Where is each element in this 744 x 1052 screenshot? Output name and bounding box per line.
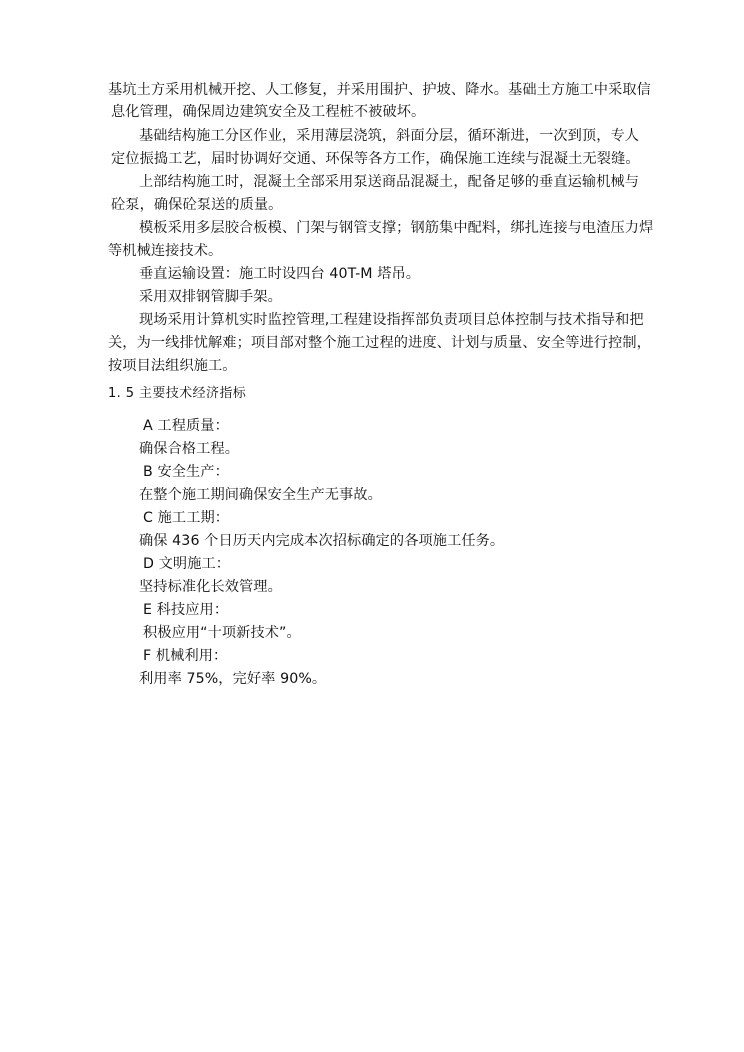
indicator-label-c: C 施工工期： xyxy=(143,510,230,526)
section-heading: 1. 5 主要技术经济指标 xyxy=(108,386,247,401)
indicator-label-e: E 科技应用： xyxy=(143,602,229,618)
paragraph-7-line-2: 关，为一线排忧解难；项目部对整个施工过程的进度、计划与质量、安全等进行控制， xyxy=(108,335,651,351)
indicator-label-a: A 工程质量： xyxy=(143,418,229,434)
paragraph-7-line-1: 现场采用计算机实时监控管理,工程建设指挥部负责项目总体控制与技术指导和把 xyxy=(139,312,644,328)
paragraph-3-line-1: 上部结构施工时，混凝土全部采用泵送商品混凝土，配备足够的垂直运输机械与 xyxy=(139,174,640,190)
paragraph-3-line-2: 砼泵，确保砼泵送的质量。 xyxy=(111,197,283,213)
indicator-label-b: B 安全生产： xyxy=(143,464,229,480)
paragraph-1-line-1: 基坑土方采用机械开挖、人工修复，并采用围护、护坡、降水。基础土方施工中采取信 xyxy=(108,82,651,98)
paragraph-4-line-2: 等机械连接技术。 xyxy=(108,243,223,259)
indicator-value-a: 确保合格工程。 xyxy=(139,441,240,457)
paragraph-2-line-2: 定位振捣工艺，届时协调好交通、环保等各方工作，确保施工连续与混凝土无裂缝。 xyxy=(111,151,640,167)
indicator-value-c: 确保 436 个日历天内完成本次招标确定的各项施工任务。 xyxy=(139,533,505,549)
paragraph-1-line-2: 息化管理，确保周边建筑安全及工程桩不被破坏。 xyxy=(111,104,426,120)
paragraph-4-line-1: 模板采用多层胶合板模、门架与钢管支撑；钢筋集中配料，绑扎连接与电渣压力焊 xyxy=(139,220,654,236)
paragraph-7-line-3: 按项目法组织施工。 xyxy=(108,358,237,374)
indicator-label-f: F 机械利用： xyxy=(143,648,228,664)
indicator-value-f: 利用率 75%，完好率 90%。 xyxy=(139,671,327,687)
indicator-label-d: D 文明施工： xyxy=(143,556,231,572)
paragraph-5-line-1: 垂直运输设置：施工时设四台 40T-M 塔吊。 xyxy=(139,266,421,282)
paragraph-2-line-1: 基础结构施工分区作业，采用薄层浇筑，斜面分层，循环渐进，一次到顶，专人 xyxy=(139,128,640,144)
indicator-value-d: 坚持标准化长效管理。 xyxy=(139,579,282,595)
paragraph-6-line-1: 采用双排钢管脚手架。 xyxy=(139,289,282,305)
indicator-value-e: 积极应用“十项新技术”。 xyxy=(143,625,301,641)
indicator-value-b: 在整个施工期间确保安全生产无事故。 xyxy=(139,487,382,503)
